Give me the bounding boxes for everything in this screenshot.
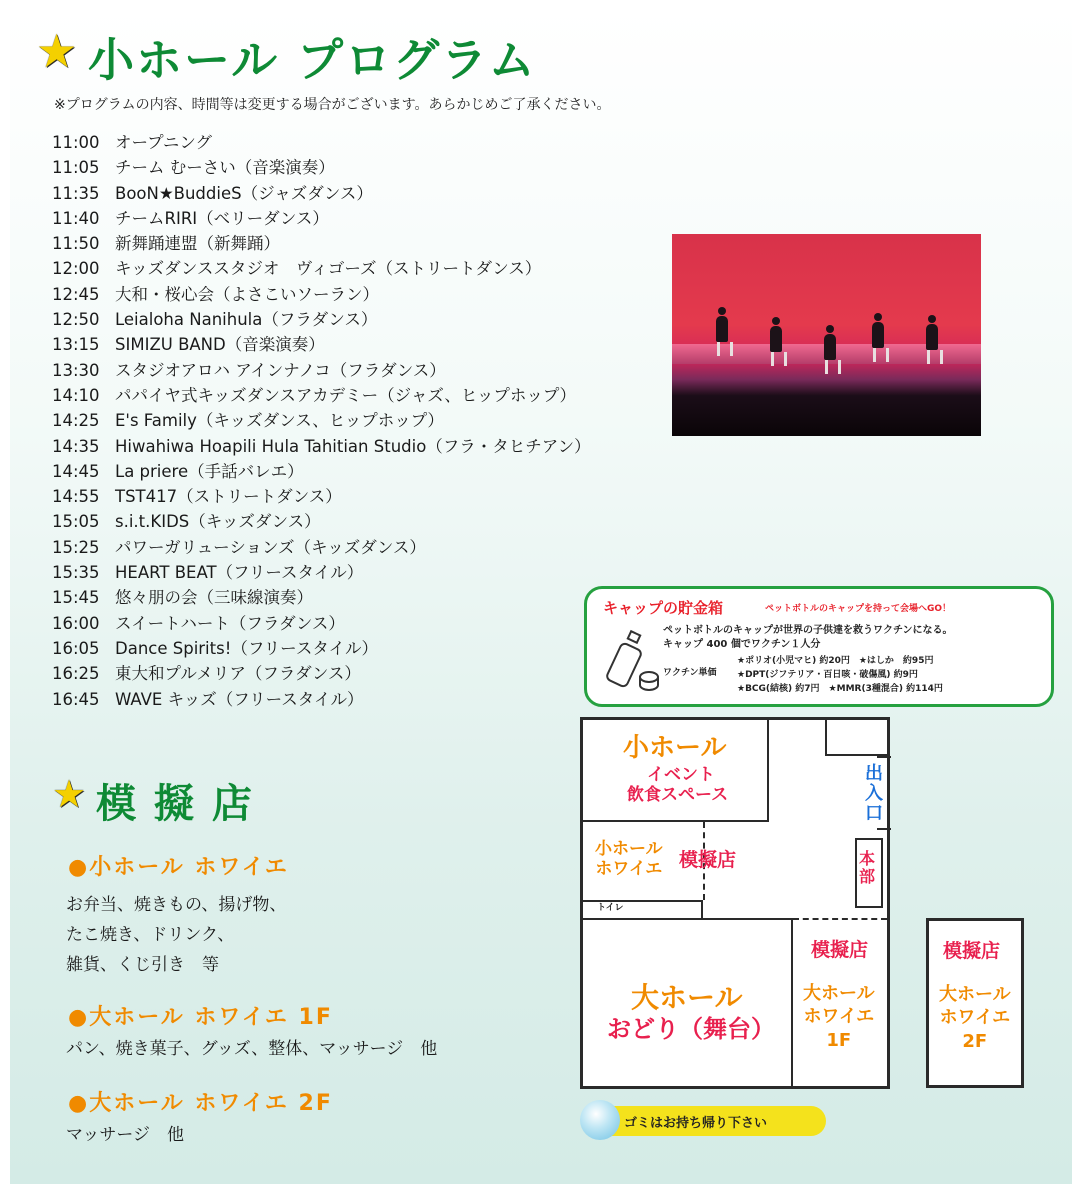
program-name: スイートハート（フラダンス） [115, 613, 345, 633]
program-item [52, 434, 591, 459]
map-wall [825, 720, 827, 756]
cap-box-line2: キャップ 400 個でワクチン１人分 [663, 639, 821, 650]
program-name: Leialoha Nanihula（フラダンス） [115, 310, 378, 330]
program-time: 11:00 [52, 133, 100, 152]
map-small-hall: 小ホール [623, 733, 727, 763]
program-time: 12:45 [52, 284, 100, 304]
map-entrance: 出 入 口 [865, 763, 883, 824]
program-time: 11:40 [52, 208, 100, 228]
floor-map [580, 717, 890, 1089]
shop-heading-small-foyer: ●小ホール ホワイエ [68, 855, 289, 880]
map-big-foyer-2f: 大ホール ホワイエ 2F [939, 984, 1011, 1052]
program-item [52, 687, 591, 712]
program-item [52, 611, 591, 636]
program-name: La priere（手話バレエ） [115, 461, 304, 481]
map-wall [583, 900, 703, 902]
program-item [52, 206, 591, 231]
map-shop: 模擬店 [679, 849, 737, 871]
garbage-notice-text: ゴミはお持ち帰り下さい [624, 1116, 768, 1131]
program-name: Dance Spirits!（フリースタイル） [115, 638, 379, 658]
program-name: Hiwahiwa Hoapili Hula Tahitian Studio（フラ・タヒチアン） [115, 436, 591, 456]
program-name: 大和・桜心会（よさこいソーラン） [115, 284, 379, 304]
shop-line: マッサージ 他 [66, 1125, 184, 1145]
map-wall [877, 828, 891, 830]
cap-box-title: キャップの貯金箱 [603, 599, 724, 617]
program-time: 14:10 [52, 385, 100, 405]
cap-box-line1: ペットボトルのキャップが世界の子供達を救うワクチンになる。 [663, 625, 953, 636]
program-name: チームRIRI（ベリーダンス） [115, 208, 329, 228]
star-icon: ★ [52, 772, 87, 816]
map-wall [877, 756, 891, 758]
page-title: 小ホール プログラム [88, 33, 537, 87]
program-name: パワーガリューションズ（キッズダンス） [115, 537, 426, 557]
program-name: E's Family（キッズダンス、ヒップホップ） [115, 411, 444, 431]
program-time: 15:35 [52, 563, 100, 583]
program-item [52, 332, 591, 357]
shops-title: 模 擬 店 [96, 781, 254, 827]
vaccine-row: ★DPT(ジフテリア・百日咳・破傷風) 約9円 [737, 670, 918, 680]
map-shop-1f: 模擬店 [811, 939, 869, 961]
program-list [52, 130, 591, 712]
disclaimer-note: ※プログラムの内容、時間等は変更する場合がございます。あらかじめご了承ください。 [54, 97, 611, 113]
dancer-figure [926, 324, 938, 350]
map-event: イベント [647, 765, 715, 785]
stage-photo [672, 234, 981, 436]
shop-line: お弁当、焼きもの、揚げ物、 [66, 895, 287, 915]
program-item [52, 130, 591, 155]
shop-line: 雑貨、くじ引き 等 [66, 955, 219, 975]
garbage-bag-icon [580, 1100, 620, 1140]
map-odori: おどり（舞台） [607, 1015, 775, 1043]
program-name: チーム むーさい（音楽演奏） [115, 158, 335, 178]
garbage-notice [584, 1106, 826, 1136]
map-small-foyer: 小ホール ホワイエ [595, 839, 663, 879]
vaccine-label: ワクチン単価 [663, 668, 717, 678]
program-time: 15:05 [52, 512, 100, 532]
program-name: BooN★BuddieS（ジャズダンス） [115, 183, 373, 203]
map-hq: 本 部 [859, 849, 876, 887]
program-time: 14:45 [52, 461, 100, 481]
program-item [52, 509, 591, 534]
map-wall [791, 918, 793, 1086]
map-shop-2f: 模擬店 [943, 940, 1001, 962]
program-time: 13:15 [52, 335, 100, 355]
program-item [52, 307, 591, 332]
program-time: 12:00 [52, 259, 100, 279]
program-name: TST417（ストリートダンス） [115, 487, 342, 507]
cap-savings-box [584, 586, 1054, 707]
program-time: 14:35 [52, 436, 100, 456]
program-name: 悠々朋の会（三味線演奏） [115, 588, 313, 608]
program-time: 15:25 [52, 537, 100, 557]
floor-map-2f [926, 918, 1024, 1088]
program-name: s.i.t.KIDS（キッズダンス） [115, 512, 321, 532]
program-item [52, 636, 591, 661]
dancer-figure [824, 334, 836, 360]
map-wall [767, 720, 769, 822]
map-wall [583, 918, 793, 920]
map-wall [701, 900, 703, 920]
program-time: 16:05 [52, 638, 100, 658]
map-food-space: 飲食スペース [627, 785, 729, 805]
program-time: 14:25 [52, 411, 100, 431]
shop-heading-big-foyer-1f: ●大ホール ホワイエ 1F [68, 1005, 333, 1030]
program-item [52, 231, 591, 256]
shop-line: パン、焼き菓子、グッズ、整体、マッサージ 他 [66, 1039, 438, 1059]
map-dashed-line [793, 918, 887, 920]
star-icon: ★ [36, 24, 78, 78]
program-time: 13:30 [52, 360, 100, 380]
program-time: 12:50 [52, 310, 100, 330]
map-wall [583, 820, 767, 822]
program-name: パパイヤ式キッズダンスアカデミー（ジャズ、ヒップホップ） [115, 385, 577, 405]
program-item [52, 155, 591, 180]
program-name: オープニング [115, 133, 213, 152]
program-item [52, 535, 591, 560]
dancer-figure [770, 326, 782, 352]
program-item [52, 282, 591, 307]
program-item [52, 661, 591, 686]
program-time: 15:45 [52, 588, 100, 608]
dancer-figure [716, 316, 728, 342]
program-time: 16:00 [52, 613, 100, 633]
program-name: 新舞踊連盟（新舞踊） [115, 234, 280, 254]
program-item [52, 484, 591, 509]
program-item [52, 181, 591, 206]
program-item [52, 585, 591, 610]
program-time: 11:50 [52, 234, 100, 254]
map-big-hall: 大ホール [631, 981, 743, 1014]
bottle-icon [603, 627, 663, 693]
program-time: 14:55 [52, 487, 100, 507]
program-name: SIMIZU BAND（音楽演奏） [115, 335, 325, 355]
program-time: 11:35 [52, 183, 100, 203]
program-name: 東大和プルメリア（フラダンス） [115, 664, 361, 684]
program-item [52, 408, 591, 433]
program-name: キッズダンススタジオ ヴィゴーズ（ストリートダンス） [115, 259, 542, 279]
dancer-figure [872, 322, 884, 348]
program-name: HEART BEAT（フリースタイル） [115, 563, 364, 583]
program-time: 11:05 [52, 158, 100, 178]
program-item [52, 560, 591, 585]
flyer-page [10, 8, 1072, 1184]
program-time: 16:25 [52, 664, 100, 684]
program-name: スタジオアロハ アインナノコ（フラダンス） [115, 360, 446, 380]
program-item [52, 358, 591, 383]
program-item [52, 256, 591, 281]
program-item [52, 383, 591, 408]
map-toilet: トイレ [597, 903, 624, 913]
program-time: 16:45 [52, 689, 100, 709]
vaccine-row: ★ポリオ(小児マヒ) 約20円 ★はしか 約95円 [737, 656, 934, 666]
cap-box-subtitle: ペットボトルのキャップを持って会場へGO！ [765, 604, 952, 614]
program-name: WAVE キッズ（フリースタイル） [115, 689, 364, 709]
program-item [52, 459, 591, 484]
map-big-foyer-1f: 大ホール ホワイエ 1F [803, 983, 875, 1051]
shop-heading-big-foyer-2f: ●大ホール ホワイエ 2F [68, 1091, 333, 1116]
vaccine-row: ★BCG(結核) 約7円 ★MMR(3種混合) 約114円 [737, 684, 943, 694]
shop-line: たこ焼き、ドリンク、 [66, 925, 235, 945]
